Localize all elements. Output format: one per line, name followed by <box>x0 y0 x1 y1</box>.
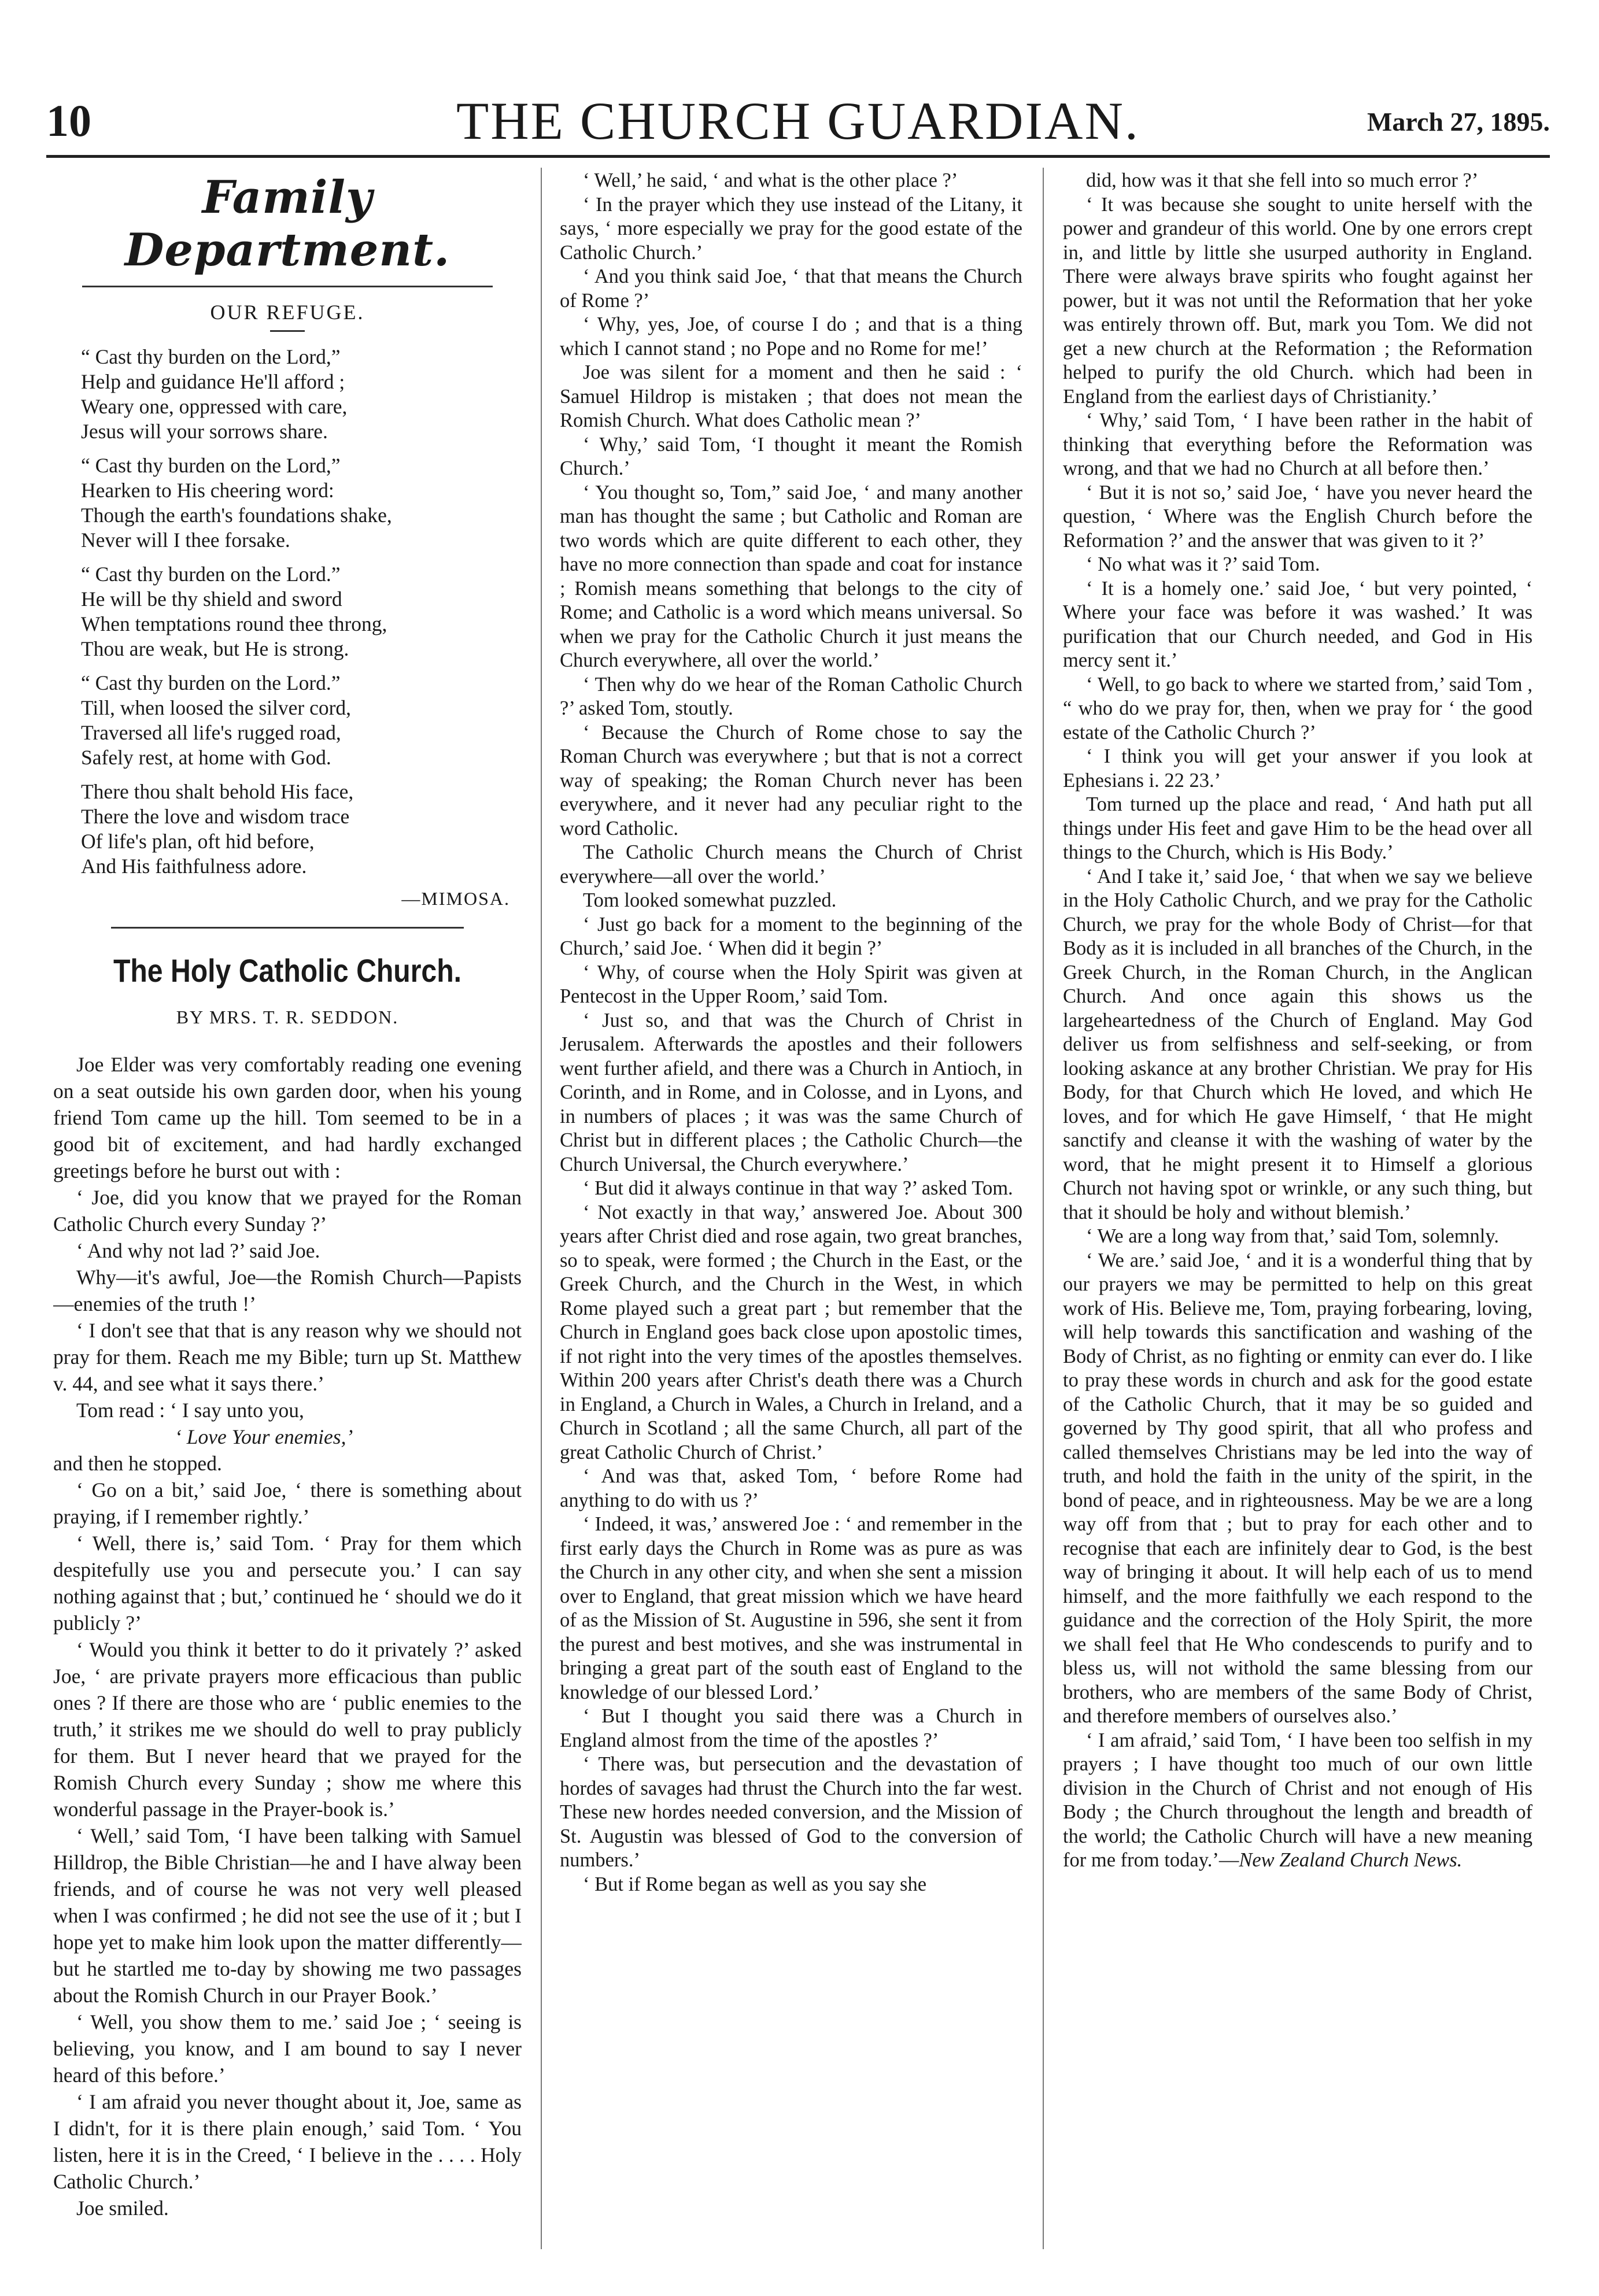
article-paragraph: ‘ Indeed, it was,’ answered Joe : ‘ and remember in the first early days the Church in Rome was as pure as was the Church in any other city, and when she sent a mission over to England, that great mission which we have heard of as the Mission of St. Augustine in 596, she sent it from the purest and best motives, and she was instrumental in bringing a great part of the south east of England to the knowledge of our blessed Lord.’ <box>560 1513 1022 1703</box>
article-paragraph: Tom read : ‘ I say unto you, <box>76 1399 304 1422</box>
poem-line: There thou shalt behold His face, <box>81 780 354 803</box>
article-paragraph <box>1063 1729 1532 1873</box>
article-paragraph: Tom looked somewhat puzzled. <box>583 889 837 911</box>
article-paragraph: ‘ No what was it ?’ said Tom. <box>1086 553 1320 575</box>
poem-line: Till, when loosed the silver cord, <box>81 696 352 719</box>
poem-line: “ Cast thy burden on the Lord,” <box>81 454 341 477</box>
masthead <box>46 87 1550 150</box>
article-paragraph: Joe was silent for a moment and then he said : ‘ Samuel Hildrop is mistaken ; that does not mean the Romish Church. What does Catholic mean ?’ <box>560 361 1022 431</box>
article-paragraph: ‘ I don't see that that is any reason why we should not pray for them. Reach me my Bible; turn up St. Matthew v. 44, and see what it says there.’ <box>53 1319 522 1395</box>
article-paragraph: ‘ Just go back for a moment to the beginning of the Church,’ said Joe. ‘ When did it begin ?’ <box>560 913 1022 959</box>
article-paragraph: ‘ Just so, and that was the Church of Christ in Jerusalem. Afterwards the apostles and their followers went further afield, and there was a Church in Antioch, in Corinth, and in Rome, and in Colosse, and in Lyons, and in numbers of places ; it was was the same Church of Christ but in different places ; the Catholic Church—the Church Universal, the Church everywhere.’ <box>560 1009 1022 1175</box>
article-byline: BY MRS. T. R. SEDDON. <box>176 1007 399 1027</box>
poem-stanza <box>81 453 522 553</box>
poem-line: And His faithfulness adore. <box>81 855 307 878</box>
poem-line: Jesus will your sorrows share. <box>81 420 328 443</box>
article-paragraph: ‘ Would you think it better to do it privately ?’ asked Joe, ‘ are private prayers more efficacious than public ones ? If there are those who are ‘ public enemies to the truth,’ it strikes me we should do well to pray publicly for them. But I never heard that we prayed for the Romish Church every Sunday ; show me where this wonderful passage in the Prayer-book is.’ <box>53 1638 522 1821</box>
article-paragraph: ‘ You thought so, Tom,” said Joe, ‘ and many another man has thought the same ; but Catholic and Roman are two words which are quite different to each other, they have no more connection than spade and coat for instance ; Romish means something that belongs to the city of Rome; and Catholic is a word which means universal. So when we pray for the Catholic Church it just means the Church everywhere, all over the world.’ <box>560 481 1022 671</box>
poem-line: Traversed all life's rugged road, <box>81 721 341 744</box>
newspaper-title: THE CHURCH GUARDIAN. <box>456 91 1140 150</box>
section-rule <box>82 286 493 287</box>
article-body-part-3 <box>1063 169 1532 1873</box>
article-paragraph: ‘ I am afraid you never thought about it, Joe, same as I didn't, for it is there plain enough,’ said Tom. ‘ You listen, here it is in the Creed, ‘ I believe in the . . . . Holy Catholic Church.’ <box>53 2090 522 2193</box>
article-paragraph: ‘ I think you will get your answer if you look at Ephesians i. 22 23.’ <box>1063 745 1532 792</box>
article-paragraph: Tom turned up the place and read, ‘ And hath put all things under His feet and gave Him to be the head over all things to the Church, which is His Body.’ <box>1063 793 1532 863</box>
page-number: 10 <box>46 95 91 146</box>
article-paragraph: ‘ In the prayer which they use instead of the Litany, it says, ‘ more especially we pray for the good estate of the Catholic Church.’ <box>560 193 1022 264</box>
article-paragraph: ‘ Then why do we hear of the Roman Catholic Church ?’ asked Tom, stoutly. <box>560 673 1022 719</box>
article-title: The Holy Catholic Church. <box>113 952 462 989</box>
article-paragraph: ‘ And why not lad ?’ said Joe. <box>76 1239 320 1262</box>
article-paragraph: did, how was it that she fell into so much error ?’ <box>1086 169 1479 191</box>
poem-line: He will be thy shield and sword <box>81 587 342 611</box>
article-paragraph: ‘ But it is not so,’ said Joe, ‘ have you never heard the question, ‘ Where was the English Church before the Reformation ?’ and the answer that was given to it ?’ <box>1063 481 1532 552</box>
column-3 <box>1063 169 1532 2268</box>
poem-line: Weary one, oppressed with care, <box>81 395 348 418</box>
article-paragraph: ‘ But did it always continue in that way ?’ asked Tom. <box>583 1177 1013 1199</box>
article-paragraph: ‘ Why,’ said Tom, ‘I thought it meant the Romish Church.’ <box>560 433 1022 479</box>
poem-stanza <box>81 779 522 879</box>
article-paragraph: ‘ Why, of course when the Holy Spirit was given at Pentecost in the Upper Room,’ said Tom. <box>560 961 1022 1007</box>
article-credit: New Zealand Church News. <box>1239 1849 1463 1871</box>
article-paragraph: Joe smiled. <box>76 2197 169 2220</box>
poem-line: Never will I thee forsake. <box>81 528 290 552</box>
article-paragraph: ‘ Why, yes, Joe, of course I do ; and that is a thing which I cannot stand ; no Pope and no Rome for me!’ <box>560 313 1022 360</box>
poem-line: Help and guidance He'll afford ; <box>81 370 345 393</box>
article-paragraph: ‘ But if Rome began as well as you say she <box>583 1873 927 1895</box>
section-rule <box>111 927 464 929</box>
article-paragraph-text: ‘ I am afraid,’ said Tom, ‘ I have been too selfish in my prayers ; I have thought too much of our own little division in the Church of Christ and not enough of His Body ; the Church throughout the length and breadth of the world; the Catholic Church will have a new meaning for me from today.’— <box>1063 1729 1532 1871</box>
poem-line: There the love and wisdom trace <box>81 805 350 828</box>
article-paragraph: ‘ And I take it,’ said Joe, ‘ that when we say we believe in the Holy Catholic Church, and we pray for the Catholic Church, we pray for the whole Body of Christ—for that Body as it is included in all branches of the Church, in the Greek Church, in the Roman Church, in the Anglican Church. And once again this shows us the largeheartedness of the Church of England. May God deliver us from selfishness and self-seeking, or from looking askance at any brother Christian. We pray for His Body, for that Church which He loved, and which He loves, and for which He gave Himself, ‘ that He might sanctify and cleanse it with the washing of water by the word, that he might present it to Himself a glorious Church not having spot or wrinkle, or any such thing, but that it should be holy and without blemish.’ <box>1063 865 1532 1223</box>
article-paragraph: ‘ Well, to go back to where we started from,’ said Tom , “ who do we pray for, then, when we pray for ‘ the good estate of the Catholic Church ?’ <box>1063 673 1532 744</box>
poem-line: “ Cast thy burden on the Lord.” <box>81 671 341 694</box>
column-2 <box>560 169 1022 2268</box>
poem-line: “ Cast thy burden on the Lord,” <box>81 345 341 368</box>
article-paragraph: ‘ But I thought you said there was a Church in England almost from the time of the apostles ?’ <box>560 1705 1022 1751</box>
article-paragraph: The Catholic Church means the Church of Christ everywhere—all over the world.’ <box>560 841 1022 888</box>
poem <box>53 345 522 879</box>
article-paragraph: ‘ Not exactly in that way,’ answered Joe. About 300 years after Christ died and rose again, two great branches, so to speak, were formed ; the Church in the East, or the Greek Church, and the Church in the West, in which Rome played such a great part ; but remember that the Church in England goes back close upon apostolic times, if not right into the very times of the apostles themselves. Within 200 years after Christ's death there was a Church in England, a Church in Wales, a Church in Ireland, and a Church in Scotland ; all the same Church, all part of the great Catholic Church of Christ.’ <box>560 1201 1022 1463</box>
poem-line: Hearken to His cheering word: <box>81 479 334 502</box>
column-divider <box>541 168 542 2249</box>
article-paragraph: Joe Elder was very comfortably reading one evening on a seat outside his own garden door, when his young friend Tom came up the hill. Tom seemed to be in a good bit of excitement, and had hardly exchanged greetings before he burst out with : <box>53 1053 522 1182</box>
article-paragraph: ‘ Well,’ he said, ‘ and what is the other place ?’ <box>583 169 958 191</box>
poem-line: Though the earth's foundations shake, <box>81 504 392 527</box>
poem-stanza <box>81 671 522 770</box>
article-paragraph: Why—it's awful, Joe—the Romish Church—Papists—enemies of the truth !’ <box>53 1266 522 1315</box>
poem-title: OUR REFUGE. <box>210 301 365 324</box>
article-paragraph: ‘ It is a homely one.’ said Joe, ‘ but very pointed, ‘ Where your face was before it was washed.’ It was purification that our Church needed, and God in His mercy sent it.’ <box>1063 577 1532 671</box>
article-paragraph: ‘ There was, but persecution and the devastation of hordes of savages had thrust the Church into the far west. These new hordes needed conversion, and the Mission of St. Augustin was blessed of God to the conversion of numbers.’ <box>560 1753 1022 1871</box>
article-paragraph: ‘ Well, you show them to me.’ said Joe ; ‘ seeing is believing, you know, and I am bound to say I never heard of this before.’ <box>53 2010 522 2087</box>
poem-line: “ Cast thy burden on the Lord.” <box>81 563 341 586</box>
article-paragraph: ‘ And was that, asked Tom, ‘ before Rome had anything to do with us ?’ <box>560 1465 1022 1511</box>
title-rule <box>270 330 305 332</box>
poem-author: —MIMOSA. <box>401 888 510 909</box>
article-body-part-2 <box>560 169 1022 1896</box>
issue-date: March 27, 1895. <box>1367 107 1550 136</box>
column-1 <box>53 169 522 2268</box>
article-paragraph: ‘ We are.’ said Joe, ‘ and it is a wonderful thing that by our prayers we may be permitted to help on this great work of His. Believe me, Tom, praying forbearing, loving, will help towards this sanctification and washing of the Body of Christ, as no fighting or enmity can ever do. I like to pray these words in church and ask for the good estate of the Catholic Church, that it may be so guided and governed by Thy good spirit, that all who profess and called themselves Christians may be led into the way of truth, and hold the faith in the unity of the spirit, in the bond of peace, and in righteousness. May be we are a long way off from that ; but to pray for each other and to recognise that each are infinitely dear to God, is the best way of bringing it about. It will help each of us to mend himself, and the more faithfully we each respond to the guidance and the correction of the Holy Spirit, the more we shall feel that He Who condescends to purify and to bless us, will not withold the same blessing from our brothers, who are members of the same Body of Christ, and therefore members of ourselves also.’ <box>1063 1249 1532 1727</box>
article-paragraph: ‘ Joe, did you know that we prayed for the Roman Catholic Church every Sunday ?’ <box>53 1186 522 1236</box>
article-paragraph: ‘ Why,’ said Tom, ‘ I have been rather in the habit of thinking that everything before the Reformation was wrong, and that we had no Church at all before then.’ <box>1063 409 1532 479</box>
article-paragraph: ‘ Because the Church of Rome chose to say the Roman Church was everywhere ; but that is not a correct way of speaking; the Roman Church never has been everywhere, and it never had any peculiar right to the word Catholic. <box>560 721 1022 840</box>
poem-stanza <box>81 345 522 444</box>
article-paragraph: and then he stopped. <box>53 1452 222 1475</box>
article-body-part-1 <box>53 1051 522 2221</box>
poem-line: Thou are weak, but He is strong. <box>81 637 349 660</box>
department-title: Family Department. <box>124 171 450 276</box>
article-paragraph: ‘ Go on a bit,’ said Joe, ‘ there is something about praying, if I remember rightly.’ <box>53 1478 522 1528</box>
poem-line: When temptations round thee throng, <box>81 612 387 635</box>
column-divider <box>1043 168 1044 2249</box>
article-paragraph: ‘ Well,’ said Tom, ‘I have been talking with Samuel Hilldrop, the Bible Christian—he and I have alway been friends, and of course he was not very well pleased when I was confirmed ; he did not see the use of it ; but I hope yet to make him look upon the matter differently—but he startled me to-day by showing me two passages about the Romish Church in our Prayer Book.’ <box>53 1824 522 2007</box>
article-paragraph: ‘ It was because she sought to unite herself with the power and grandeur of this world. One by one errors crept in, and little by little she usurped authority in England. There were always brave spirits who fought against her power, but it was not until the Reformation that her yoke was entirely thrown off. But, mark you Tom. We did not get a new church at the Reformation ; the Reformation helped to purify the old Church. which had been in England from the earliest days of Christianity.’ <box>1063 193 1532 408</box>
poem-line: Of life's plan, oft hid before, <box>81 830 315 853</box>
article-paragraph: ‘ Love Your enemies,’ <box>175 1425 353 1448</box>
poem-line: Safely rest, at home with God. <box>81 746 331 769</box>
article-paragraph: ‘ We are a long way from that,’ said Tom, solemnly. <box>1086 1225 1500 1247</box>
poem-stanza <box>81 562 522 661</box>
masthead-rule <box>46 155 1550 158</box>
article-paragraph: ‘ Well, there is,’ said Tom. ‘ Pray for them which despitefully use you and persecute you.’ I can say nothing against that ; but,’ continued he ‘ should we do it publicly ?’ <box>53 1532 522 1635</box>
article-paragraph: ‘ And you think said Joe, ‘ that that means the Church of Rome ?’ <box>560 265 1022 312</box>
